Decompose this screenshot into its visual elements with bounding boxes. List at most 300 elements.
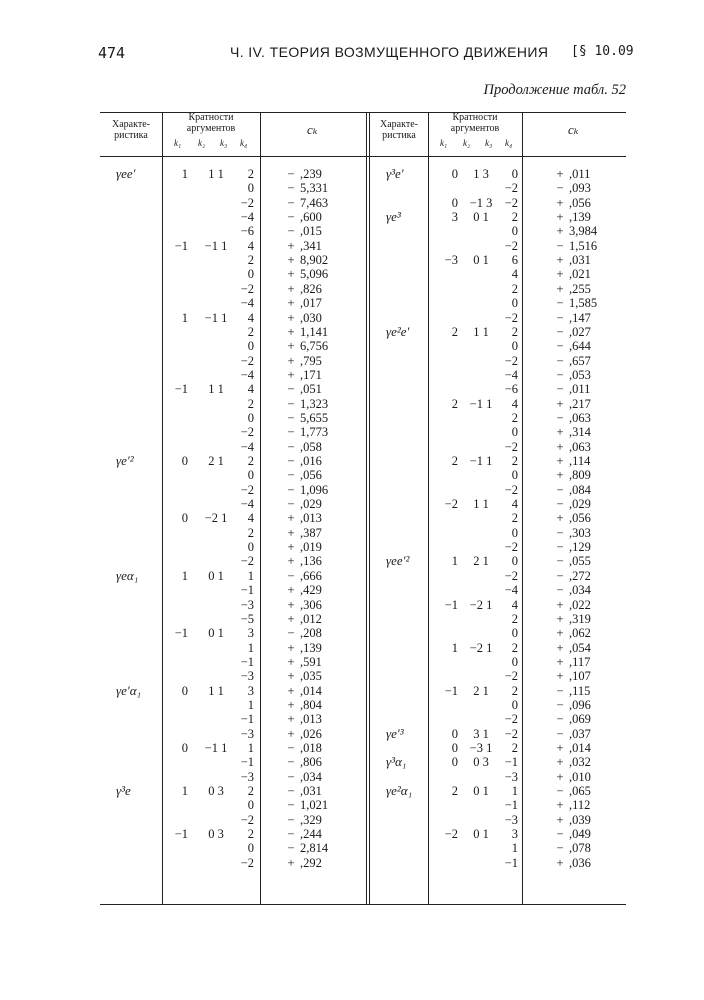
header-characteristic: Характе-ристика xyxy=(380,119,418,141)
k4-value: 4 xyxy=(511,396,518,411)
table-row xyxy=(100,311,626,325)
table-row xyxy=(100,354,626,368)
k4-value: −6 xyxy=(504,382,518,397)
k1-value: 0 xyxy=(451,167,458,181)
coefficient-sign: + xyxy=(287,511,295,526)
table-row xyxy=(100,296,626,310)
k4-value: −1 xyxy=(504,798,518,813)
k1-value: 2 xyxy=(451,396,458,411)
k4-value: 1 xyxy=(247,568,254,583)
coefficient-sign: + xyxy=(287,855,295,870)
coefficient-sign: − xyxy=(287,755,295,770)
coefficient-value: ,306 xyxy=(300,597,322,612)
coefficient-sign: + xyxy=(287,669,295,684)
k4-value: 0 xyxy=(247,540,254,555)
k2-k3-values: 0 1 xyxy=(473,827,489,842)
k1-value: 1 xyxy=(181,568,188,583)
table-row xyxy=(100,339,626,353)
k4-value: 1 xyxy=(511,784,518,799)
coefficient-value: ,600 xyxy=(300,210,322,225)
coefficient-sign: + xyxy=(287,281,295,296)
coefficient-sign: + xyxy=(287,640,295,655)
coefficient-value: ,039 xyxy=(569,812,591,827)
coefficient-sign: − xyxy=(287,425,295,440)
table-row xyxy=(100,181,626,195)
coefficient-sign: + xyxy=(287,296,295,311)
table-row xyxy=(100,239,626,253)
coefficient-value: ,034 xyxy=(569,583,591,598)
table-row xyxy=(100,856,626,870)
k1-value: −2 xyxy=(444,497,458,512)
k4-value: −2 xyxy=(504,238,518,253)
coefficient-value: 1,773 xyxy=(300,425,329,440)
k4-value: 2 xyxy=(511,741,518,755)
k2-k3-values: 1 1 xyxy=(208,382,224,397)
k4-value: 0 xyxy=(511,339,518,354)
table-row xyxy=(100,827,626,841)
coefficient-value: 1,323 xyxy=(300,396,329,411)
table-row xyxy=(100,411,626,425)
table-row xyxy=(100,325,626,339)
table-row xyxy=(100,224,626,238)
coefficient-value: 1,096 xyxy=(300,482,329,497)
table-row xyxy=(100,382,626,396)
coefficient-sign: − xyxy=(287,410,295,425)
coefficient-value: ,054 xyxy=(569,640,591,655)
k1-value: −1 xyxy=(174,827,188,842)
coefficient-value: ,115 xyxy=(569,683,591,698)
coefficient-sign: + xyxy=(556,669,564,684)
coefficient-value: ,217 xyxy=(569,396,591,411)
table-row xyxy=(100,598,626,612)
k2-k3-values: 2 1 xyxy=(208,454,224,468)
coefficient-sign: + xyxy=(556,468,564,483)
coefficient-sign: − xyxy=(556,583,564,598)
coefficient-sign: − xyxy=(556,712,564,727)
k4-value: 0 xyxy=(511,425,518,440)
coefficient-sign: − xyxy=(556,296,564,311)
k1-value: −1 xyxy=(444,683,458,698)
coefficient-value: ,014 xyxy=(569,741,591,755)
k4-value: −4 xyxy=(240,439,254,454)
k1-value: 2 xyxy=(451,454,458,468)
table-row xyxy=(100,540,626,554)
coefficient-sign: + xyxy=(556,439,564,454)
k4-value: 2 xyxy=(247,167,254,181)
coefficient-value: ,019 xyxy=(300,540,322,555)
k2-k3-values: 1 3 xyxy=(473,167,489,181)
coefficient-sign: + xyxy=(287,597,295,612)
table-row xyxy=(100,167,626,181)
coefficient-sign: − xyxy=(556,568,564,583)
coefficient-sign: + xyxy=(556,626,564,641)
k1-value: 2 xyxy=(451,784,458,799)
k1-value: 1 xyxy=(181,784,188,799)
coefficient-value: ,036 xyxy=(569,855,591,870)
k1-value: −2 xyxy=(444,827,458,842)
coefficient-sign: − xyxy=(556,324,564,339)
coefficient-sign: + xyxy=(556,210,564,225)
k4-value: 3 xyxy=(247,626,254,641)
k4-value: 2 xyxy=(511,611,518,626)
table-row xyxy=(100,569,626,583)
table-row xyxy=(100,526,626,540)
coefficient-value: ,010 xyxy=(569,769,591,784)
coefficient-value: ,056 xyxy=(300,468,322,483)
coefficient-sign: − xyxy=(556,339,564,354)
coefficient-sign: + xyxy=(287,267,295,282)
coefficient-value: ,208 xyxy=(300,626,322,641)
coefficient-sign: + xyxy=(287,525,295,540)
table-row xyxy=(100,669,626,683)
coefficient-value: ,657 xyxy=(569,353,591,368)
coefficient-value: ,035 xyxy=(300,669,322,684)
k4-value: 0 xyxy=(247,410,254,425)
k4-value: 3 xyxy=(247,683,254,698)
coefficient-value: ,069 xyxy=(569,712,591,727)
k2-k3-values: 0 3 xyxy=(208,784,224,799)
coefficient-value: 5,096 xyxy=(300,267,329,282)
table-row xyxy=(100,210,626,224)
k1-value: 0 xyxy=(181,454,188,468)
header-k4: k₄ xyxy=(505,138,513,148)
coefficient-sign: − xyxy=(287,827,295,842)
characteristic-label: γe′² xyxy=(116,453,134,468)
coefficient-sign: + xyxy=(556,611,564,626)
coefficient-value: ,013 xyxy=(300,511,322,526)
coefficient-value: ,012 xyxy=(300,611,322,626)
coefficient-value: ,022 xyxy=(569,597,591,612)
coefficient-sign: + xyxy=(287,654,295,669)
k4-value: 2 xyxy=(511,324,518,339)
k4-value: −2 xyxy=(240,855,254,870)
table-row xyxy=(100,641,626,655)
k1-value: 0 xyxy=(181,683,188,698)
k1-value: −1 xyxy=(174,626,188,641)
coefficient-sign: + xyxy=(556,769,564,784)
coefficient-value: ,055 xyxy=(569,554,591,569)
coefficient-sign: + xyxy=(287,712,295,727)
coefficient-value: ,032 xyxy=(569,755,591,770)
k4-value: −4 xyxy=(504,367,518,382)
k4-value: −2 xyxy=(240,195,254,210)
coefficient-value: ,031 xyxy=(569,253,591,268)
k4-value: −3 xyxy=(240,769,254,784)
coefficient-value: ,063 xyxy=(569,439,591,454)
table-row xyxy=(100,626,626,640)
table-row xyxy=(100,813,626,827)
coefficient-sign: + xyxy=(287,611,295,626)
k4-value: −2 xyxy=(504,310,518,325)
table-row xyxy=(100,612,626,626)
coefficient-sign: + xyxy=(556,195,564,210)
coefficient-value: ,314 xyxy=(569,425,591,440)
table-row xyxy=(100,784,626,798)
k1-value: 1 xyxy=(451,640,458,655)
coefficient-sign: − xyxy=(287,195,295,210)
k4-value: 2 xyxy=(247,827,254,842)
coefficient-sign: − xyxy=(287,798,295,813)
coefficient-sign: + xyxy=(556,224,564,239)
coefficient-sign: − xyxy=(556,310,564,325)
k4-value: 1 xyxy=(247,697,254,712)
k1-value: 3 xyxy=(451,210,458,225)
k2-k3-values: 1 1 xyxy=(473,324,489,339)
k2-k3-values: 0 1 xyxy=(208,568,224,583)
k1-value: 0 xyxy=(451,726,458,741)
coefficient-value: ,034 xyxy=(300,769,322,784)
coefficient-value: ,591 xyxy=(300,654,322,669)
k4-value: 1 xyxy=(247,640,254,655)
table-row xyxy=(100,741,626,755)
k4-value: −1 xyxy=(240,583,254,598)
characteristic-label: γ³α₁ xyxy=(386,754,407,770)
coefficient-value: ,014 xyxy=(300,683,322,698)
table-row xyxy=(100,440,626,454)
table-row xyxy=(100,841,626,855)
k4-value: −3 xyxy=(504,769,518,784)
k4-value: −2 xyxy=(240,554,254,569)
k4-value: 0 xyxy=(511,697,518,712)
coefficient-value: ,096 xyxy=(569,697,591,712)
k4-value: 0 xyxy=(511,525,518,540)
k4-value: 3 xyxy=(511,827,518,842)
coefficient-sign: + xyxy=(556,425,564,440)
characteristic-label: γee′ xyxy=(116,166,136,181)
coefficient-sign: − xyxy=(556,353,564,368)
k4-value: 2 xyxy=(247,525,254,540)
coefficient-sign: − xyxy=(287,482,295,497)
k1-value: −1 xyxy=(174,382,188,397)
characteristic-label: γee′² xyxy=(386,553,410,569)
k1-value: 0 xyxy=(181,511,188,526)
k4-value: 2 xyxy=(247,454,254,468)
coefficient-value: ,029 xyxy=(300,497,322,512)
coefficient-sign: − xyxy=(287,468,295,483)
characteristic-label: γ³e xyxy=(116,783,131,799)
table-row xyxy=(100,755,626,769)
k4-value: −3 xyxy=(504,812,518,827)
k4-value: 2 xyxy=(247,784,254,799)
k2-k3-values: 0 3 xyxy=(208,827,224,842)
coefficient-value: 5,655 xyxy=(300,410,329,425)
coefficient-value: ,021 xyxy=(569,267,591,282)
k4-value: −1 xyxy=(504,855,518,870)
k4-value: 4 xyxy=(511,597,518,612)
coefficient-sign: + xyxy=(287,583,295,598)
k4-value: −2 xyxy=(504,712,518,727)
k1-value: 1 xyxy=(451,554,458,569)
k4-value: −3 xyxy=(240,726,254,741)
coefficient-value: ,239 xyxy=(300,167,322,181)
k4-value: −1 xyxy=(240,755,254,770)
k2-k3-values: 0 1 xyxy=(208,626,224,641)
coefficient-sign: + xyxy=(556,798,564,813)
k2-k3-values: −1 1 xyxy=(204,310,228,325)
k4-value: −3 xyxy=(240,669,254,684)
page-number: 474 xyxy=(98,44,126,62)
coefficient-sign: + xyxy=(287,324,295,339)
k4-value: −1 xyxy=(504,755,518,770)
k2-k3-values: −1 1 xyxy=(204,741,228,755)
coefficient-value: ,319 xyxy=(569,611,591,626)
coefficient-sign: + xyxy=(556,267,564,282)
k1-value: 1 xyxy=(181,310,188,325)
coefficient-value: ,666 xyxy=(300,568,322,583)
coefficient-sign: − xyxy=(287,454,295,468)
k1-value: 0 xyxy=(451,195,458,210)
k4-value: 0 xyxy=(511,296,518,311)
coefficient-value: ,139 xyxy=(300,640,322,655)
coefficient-sign: − xyxy=(556,497,564,512)
coefficient-sign: − xyxy=(556,181,564,196)
table-row xyxy=(100,655,626,669)
k2-k3-values: 2 1 xyxy=(473,554,489,569)
k4-value: −2 xyxy=(504,726,518,741)
k4-value: −1 xyxy=(240,712,254,727)
coefficient-value: ,117 xyxy=(569,654,591,669)
table-row xyxy=(100,267,626,281)
k4-value: −4 xyxy=(240,296,254,311)
coefficient-value: ,826 xyxy=(300,281,322,296)
coefficient-value: ,806 xyxy=(300,755,322,770)
coefficient-value: ,049 xyxy=(569,827,591,842)
k4-value: −4 xyxy=(240,497,254,512)
coefficient-sign: + xyxy=(556,812,564,827)
table-row xyxy=(100,583,626,597)
coefficient-sign: − xyxy=(287,181,295,196)
coefficient-sign: + xyxy=(287,339,295,354)
coefficient-value: 8,902 xyxy=(300,253,329,268)
characteristic-label: γe′³ xyxy=(386,725,404,741)
k2-k3-values: −1 1 xyxy=(204,238,228,253)
header-k3: k₃ xyxy=(485,138,493,148)
coefficient-sign: + xyxy=(287,310,295,325)
k4-value: −6 xyxy=(240,224,254,239)
coefficient-sign: + xyxy=(287,540,295,555)
k4-value: 2 xyxy=(247,324,254,339)
coefficient-sign: − xyxy=(556,410,564,425)
section-ref: [§ 10.09 xyxy=(571,44,634,59)
header-k2: k₂ xyxy=(198,138,206,148)
coefficient-value: ,084 xyxy=(569,482,591,497)
coefficient-value: ,171 xyxy=(300,367,322,382)
coefficient-value: ,107 xyxy=(569,669,591,684)
coefficient-value: ,093 xyxy=(569,181,591,196)
k1-value: 1 xyxy=(181,167,188,181)
coefficient-sign: + xyxy=(287,353,295,368)
k4-value: −2 xyxy=(504,540,518,555)
coefficient-sign: − xyxy=(287,626,295,641)
coefficient-sign: − xyxy=(287,396,295,411)
table-row xyxy=(100,712,626,726)
coefficient-sign: − xyxy=(287,497,295,512)
coefficient-value: ,387 xyxy=(300,525,322,540)
coefficient-sign: − xyxy=(287,812,295,827)
coefficient-value: ,063 xyxy=(569,410,591,425)
coefficient-value: 1,141 xyxy=(300,324,329,339)
coefficient-sign: − xyxy=(287,841,295,856)
k4-value: −2 xyxy=(504,568,518,583)
k4-value: −2 xyxy=(504,181,518,196)
coefficient-sign: + xyxy=(287,238,295,253)
k4-value: 1 xyxy=(511,841,518,856)
coefficient-sign: − xyxy=(287,769,295,784)
k4-value: 4 xyxy=(511,267,518,282)
coefficient-sign: − xyxy=(556,827,564,842)
k1-value: 0 xyxy=(451,755,458,770)
coefficient-sign: − xyxy=(287,210,295,225)
k4-value: 2 xyxy=(511,511,518,526)
k2-k3-values: −1 1 xyxy=(469,454,493,468)
k1-value: −1 xyxy=(174,238,188,253)
coefficient-sign: + xyxy=(556,253,564,268)
k4-value: 0 xyxy=(511,626,518,641)
coefficient-value: ,017 xyxy=(300,296,322,311)
coefficient-value: ,136 xyxy=(300,554,322,569)
k4-value: −3 xyxy=(240,597,254,612)
k2-k3-values: −1 1 xyxy=(469,396,493,411)
coefficient-value: ,056 xyxy=(569,511,591,526)
k2-k3-values: 1 1 xyxy=(208,167,224,181)
k2-k3-values: 0 1 xyxy=(473,210,489,225)
coefficient-value: 1,585 xyxy=(569,296,598,311)
header-k2: k₂ xyxy=(463,138,471,148)
coefficient-sign: − xyxy=(287,741,295,755)
coefficient-value: ,804 xyxy=(300,697,322,712)
k2-k3-values: −1 3 xyxy=(469,195,493,210)
k4-value: −2 xyxy=(504,439,518,454)
coefficient-sign: − xyxy=(287,167,295,181)
k4-value: 4 xyxy=(247,511,254,526)
k1-value: 0 xyxy=(181,741,188,755)
k4-value: 0 xyxy=(247,267,254,282)
coefficient-value: 5,331 xyxy=(300,181,329,196)
coefficient-sign: − xyxy=(556,841,564,856)
table-row xyxy=(100,497,626,511)
table-row xyxy=(100,425,626,439)
header-bottom-rule xyxy=(100,156,626,157)
coefficients-table xyxy=(100,106,626,910)
k4-value: −2 xyxy=(504,353,518,368)
k4-value: −2 xyxy=(240,812,254,827)
coefficient-value: ,272 xyxy=(569,568,591,583)
coefficient-sign: − xyxy=(556,540,564,555)
coefficient-value: 6,756 xyxy=(300,339,329,354)
characteristic-label: γe³ xyxy=(386,209,401,225)
coefficient-value: ,129 xyxy=(569,540,591,555)
coefficient-value: ,341 xyxy=(300,238,322,253)
coefficient-value: ,056 xyxy=(569,195,591,210)
coefficient-value: ,018 xyxy=(300,741,322,755)
k1-value: −3 xyxy=(444,253,458,268)
coefficient-sign: + xyxy=(556,167,564,181)
k2-k3-values: 0 1 xyxy=(473,784,489,799)
header-multiplicities: Кратности аргументов xyxy=(186,112,236,134)
coefficient-value: ,011 xyxy=(569,167,591,181)
table-row xyxy=(100,554,626,568)
k4-value: 4 xyxy=(247,238,254,253)
k4-value: 0 xyxy=(511,468,518,483)
coefficient-sign: + xyxy=(556,741,564,755)
k4-value: 2 xyxy=(511,281,518,296)
characteristic-label: γeα₁ xyxy=(116,567,139,583)
table-row xyxy=(100,253,626,267)
coefficient-value: ,058 xyxy=(300,439,322,454)
header-characteristic: Характе-ристика xyxy=(112,119,150,141)
coefficient-sign: − xyxy=(556,367,564,382)
coefficient-value: ,011 xyxy=(569,382,591,397)
